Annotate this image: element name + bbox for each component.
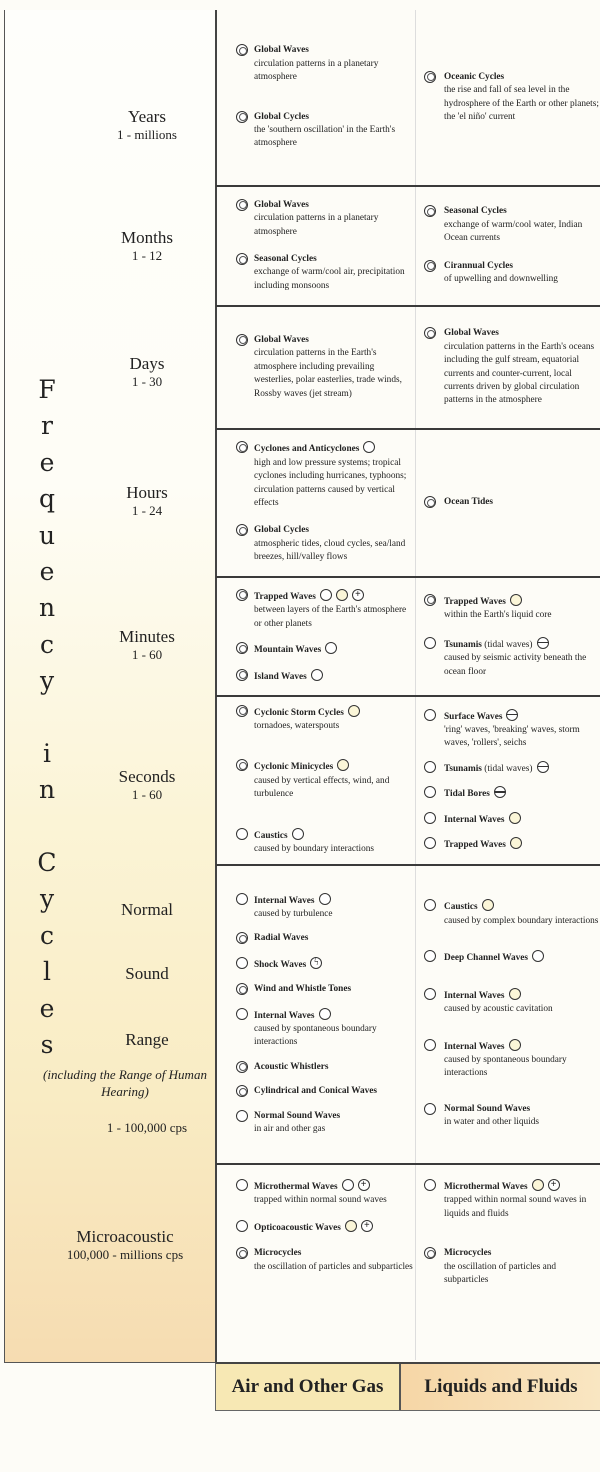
vertical-title-letter: [31, 700, 63, 736]
circle-icon: [342, 1179, 354, 1191]
circle-icon: [424, 988, 436, 1000]
shaded-circle-icon: [345, 1220, 357, 1232]
gas-cell: [216, 187, 416, 305]
double-circle-icon: [236, 759, 248, 771]
wave-entry: [216, 1061, 415, 1074]
wave-title: Internal Waves: [444, 990, 505, 1001]
vertical-title-letter: i: [43, 738, 51, 768]
wave-entry: [216, 828, 415, 857]
wave-entry: [416, 327, 600, 407]
double-circle-icon: [236, 524, 248, 536]
wave-description: tornadoes, waterspouts: [254, 720, 340, 731]
gas-cell: [216, 307, 416, 428]
frequency-row: [216, 430, 600, 578]
gas-cell: [216, 10, 416, 185]
vertical-title-letter: C: [37, 848, 57, 878]
wave-description: between layers of the Earth's atmosphere or other planets: [254, 605, 407, 629]
wave-title: Global Waves: [254, 334, 309, 345]
wave-description: caused by spontaneous boundary interactions: [254, 1024, 377, 1048]
wave-description: caused by acoustic cavitation: [444, 1004, 553, 1015]
gas-cell: [216, 578, 416, 695]
frequency-name: Seconds: [118, 767, 176, 786]
frequency-row: [216, 187, 600, 307]
circle-icon: [236, 893, 248, 905]
wave-description: high and low pressure systems; tropical cyclones including hurricanes, typhoons; circulation patterns caused by vertical effects: [254, 457, 407, 508]
wave-title: Trapped Waves: [444, 840, 506, 851]
double-circle-icon: [236, 1085, 248, 1097]
wave-entry: [216, 1179, 415, 1208]
vertical-title-letter: [31, 809, 63, 845]
liquid-cell: [416, 307, 600, 428]
wave-description: of upwelling and downwelling: [444, 274, 558, 285]
vertical-title-letter: y: [39, 666, 55, 696]
liquid-cell: [416, 10, 600, 185]
circle-icon: [424, 1103, 436, 1115]
wave-title: Microcycles: [444, 1248, 492, 1259]
vertical-title-letter: l: [43, 957, 51, 987]
wave-entry: [216, 1247, 415, 1274]
frequency-label-microacoustic: [35, 1227, 215, 1263]
wave-entry: [416, 496, 600, 509]
wave-title: Cyclones and Anticyclones: [254, 444, 360, 455]
wave-title: Cyclonic Storm Cycles: [254, 707, 344, 718]
wave-entry: [416, 1179, 600, 1221]
wave-title: Internal Waves: [254, 1010, 315, 1021]
double-circle-icon: [236, 589, 248, 601]
vertical-title-letter: e: [39, 993, 55, 1023]
frequency-name: Days: [129, 354, 165, 373]
wave-title: Caustics: [444, 902, 478, 913]
circle-icon: [424, 1039, 436, 1051]
circle-icon: [236, 1008, 248, 1020]
circle-icon: [424, 1179, 436, 1191]
shaded-circle-icon: [532, 1179, 544, 1191]
vertical-title-letter: e: [39, 556, 55, 586]
frequency-label-minutes: [85, 627, 209, 663]
wave-title: Wind and Whistle Tones: [254, 984, 352, 995]
wave-entry: [416, 594, 600, 623]
double-circle-icon: [236, 983, 248, 995]
wave-title: Ocean Tides: [444, 497, 493, 508]
wave-entry: [416, 837, 600, 852]
plus-circle-icon: [361, 1220, 373, 1232]
circle-icon: [319, 893, 331, 905]
wave-title: Radial Waves: [254, 933, 309, 944]
wave-title: Trapped Waves: [254, 591, 316, 602]
wave-description: in water and other liquids: [444, 1117, 540, 1128]
circle-icon: [424, 709, 436, 721]
wave-title: Seasonal Cycles: [444, 206, 507, 217]
minus-circle-icon: [537, 637, 549, 649]
wave-entry: [416, 761, 600, 776]
liquid-cell: [416, 697, 600, 864]
wave-description: caused by vertical effects, wind, and turbulence: [254, 775, 390, 800]
wave-title: Microthermal Waves: [444, 1182, 528, 1192]
wave-title: Surface Waves: [444, 711, 503, 722]
shaded-circle-icon: [348, 705, 360, 717]
wave-description: caused by complex boundary interactions: [444, 915, 599, 926]
frequency-column: [4, 10, 217, 1363]
minus-circle-icon: [537, 761, 549, 773]
wave-entry: [216, 111, 415, 151]
frequency-row: [216, 697, 600, 866]
circle-icon: [424, 899, 436, 911]
gas-cell: [216, 430, 416, 576]
double-circle-icon: [424, 205, 436, 217]
double-circle-icon: [236, 932, 248, 944]
circle-icon: [292, 828, 304, 840]
wave-title: Microthermal Waves: [254, 1182, 338, 1192]
shaded-circle-icon: [509, 812, 521, 824]
frequency-label-years: [85, 107, 209, 143]
wave-title: Tsunamis: [444, 763, 482, 774]
circle-icon: [424, 837, 436, 849]
wave-entry: [416, 709, 600, 751]
wave-title: Shock Waves: [254, 959, 307, 970]
plus-circle-icon: [352, 589, 364, 601]
wave-description: the oscillation of particles and subparticles: [254, 1261, 413, 1272]
vertical-title-letter: u: [38, 520, 56, 550]
wave-entry: [216, 932, 415, 945]
frequency-range-text: 1 - 100,000 cps: [106, 1120, 188, 1135]
wave-entry: [416, 637, 600, 679]
medium-header-row: [215, 1362, 600, 1411]
frequency-range: 100,000 - millions cps: [66, 1247, 184, 1262]
wave-description: exchange of warm/cool air, precipitation including monsoons: [254, 267, 405, 291]
vertical-title-letter: e: [39, 447, 55, 477]
plus-circle-icon: [548, 1179, 560, 1191]
wave-entry: [216, 669, 415, 684]
wave-description: caused by seismic activity beneath the ocean floor: [444, 653, 587, 677]
wave-entry: [216, 893, 415, 922]
frequency-row: [216, 578, 600, 697]
frequency-label-months: [85, 228, 209, 264]
wave-description: caused by turbulence: [254, 908, 333, 919]
wave-entry: [216, 983, 415, 996]
wave-entry: [216, 253, 415, 293]
shaded-circle-icon: [509, 1039, 521, 1051]
wave-entry: [216, 1085, 415, 1098]
plus-circle-icon: [358, 1179, 370, 1191]
double-circle-icon: [236, 1061, 248, 1073]
wave-entry: [416, 950, 600, 965]
wave-entry: [416, 899, 600, 928]
wave-entry: [416, 812, 600, 827]
frequency-name: Sound: [125, 964, 169, 983]
wave-entry: [216, 957, 415, 972]
circle-icon: [424, 786, 436, 798]
wave-title: Island Waves: [254, 671, 307, 682]
wave-description: 'ring' waves, 'breaking' waves, storm waves, 'rollers', seichs: [444, 724, 580, 749]
wave-entry: [216, 705, 415, 734]
vertical-title-letter: c: [39, 920, 54, 950]
wave-description: caused by boundary interactions: [254, 844, 375, 855]
circle-icon: [320, 589, 332, 601]
wave-entry: [216, 589, 415, 631]
frequency-label-range: [85, 1030, 209, 1050]
circle-icon: [236, 1220, 248, 1232]
wave-entry: [216, 1110, 415, 1137]
wave-title: Normal Sound Waves: [444, 1103, 531, 1114]
wave-title: Trapped Waves: [444, 596, 506, 607]
frequency-range: 1 - 60: [131, 647, 163, 662]
wave-entry: [416, 205, 600, 245]
wave-title: Global Cycles: [254, 111, 310, 122]
wave-entry: [216, 441, 415, 510]
circle-icon: [311, 669, 323, 681]
double-circle-icon: [424, 496, 436, 508]
gas-cell: [216, 1165, 416, 1360]
frequency-range: 1 - 24: [131, 503, 163, 518]
liquid-cell: [416, 578, 600, 695]
double-circle-icon: [236, 642, 248, 654]
wave-description: the rise and fall of sea level in the hydrosphere of the Earth or other planets; the 'el niño' current: [444, 85, 599, 122]
shaded-circle-icon: [337, 759, 349, 771]
shaded-circle-icon: [510, 594, 522, 606]
frequency-name: Microacoustic: [76, 1227, 174, 1246]
wave-title: Global Waves: [444, 328, 499, 339]
circle-icon: [424, 637, 436, 649]
frequency-row: [216, 1165, 600, 1360]
frequency-range: [85, 1120, 209, 1136]
wave-title: Opticoacoustic Waves: [254, 1222, 341, 1233]
double-circle-icon: [424, 327, 436, 339]
vertical-title-letter: n: [38, 593, 56, 623]
double-circle-icon: [236, 705, 248, 717]
circle-icon: [424, 761, 436, 773]
wave-description: circulation patterns in a planetary atmosphere: [254, 213, 379, 237]
wave-entry: [216, 759, 415, 801]
circle-icon: [319, 1008, 331, 1020]
wave-entry: [416, 1247, 600, 1287]
circle-icon: [236, 957, 248, 969]
wave-entry: [416, 71, 600, 125]
wave-title: Internal Waves: [254, 895, 315, 906]
frequency-name: Years: [128, 107, 166, 126]
wave-title: Normal Sound Waves: [254, 1110, 341, 1121]
wave-title: Mountain Waves: [254, 645, 322, 656]
frequency-range: 1 - 30: [131, 374, 163, 389]
minus-circle-icon: [494, 786, 506, 798]
wave-description: circulation patterns in the Earth's oceans including the gulf stream, equatorial currents and counter-current, local currents driven by global circulation patterns in the atmosphere: [444, 341, 595, 406]
frequency-range: 1 - millions: [117, 127, 177, 142]
wave-title: Deep Channel Waves: [444, 953, 529, 964]
gas-cell: [216, 866, 416, 1163]
wave-title: Global Cycles: [254, 525, 310, 536]
liquid-cell: [416, 187, 600, 305]
wave-entry: [416, 260, 600, 287]
circle-icon: [532, 950, 544, 962]
circle-icon: [424, 950, 436, 962]
frequency-name: Range: [125, 1030, 169, 1049]
vertical-title-frequency-in-cycles: [31, 372, 63, 1063]
wave-description: exchange of warm/cool water, Indian Ocean currents: [444, 219, 583, 244]
wave-description: circulation patterns in a planetary atmosphere: [254, 58, 379, 83]
hearing-range-note: (including the Range of Human Hearing): [43, 1067, 207, 1099]
frequency-row: [216, 10, 600, 187]
frequency-row: [216, 307, 600, 430]
column-header-liquids-and-fluids: Liquids and Fluids: [401, 1364, 600, 1410]
wave-entry: [216, 44, 415, 84]
lightning-circle-icon: [310, 957, 322, 969]
vertical-title-letter: F: [38, 375, 56, 404]
shaded-circle-icon: [510, 837, 522, 849]
wave-title: Tsunamis: [444, 639, 482, 650]
wave-entry: [416, 1103, 600, 1130]
wave-title: Acoustic Whistlers: [254, 1061, 329, 1072]
vertical-title-letter: r: [41, 411, 53, 441]
wave-entry: [216, 1008, 415, 1050]
circle-icon: [236, 828, 248, 840]
wave-description: the 'southern oscillation' in the Earth's atmosphere: [254, 124, 396, 149]
wave-description: trapped within normal sound waves in liquids and fluids: [444, 1195, 587, 1219]
wave-title: Oceanic Cycles: [444, 71, 505, 82]
frequency-label-seconds: [85, 767, 209, 803]
wave-description: atmospheric tides, cloud cycles, sea/land breezes, hill/valley flows: [254, 538, 406, 563]
wave-entry: [216, 1220, 415, 1235]
liquid-cell: [416, 866, 600, 1163]
minus-circle-icon: [506, 709, 518, 721]
wave-title: Caustics: [254, 830, 288, 841]
wave-type-grid: [216, 10, 600, 1362]
double-circle-icon: [424, 71, 436, 83]
shaded-circle-icon: [482, 899, 494, 911]
double-circle-icon: [424, 594, 436, 606]
wave-title: Microcycles: [254, 1248, 302, 1259]
circle-icon: [424, 812, 436, 824]
frequency-range: 1 - 12: [131, 248, 163, 263]
double-circle-icon: [236, 669, 248, 681]
double-circle-icon: [236, 1247, 248, 1259]
wave-description: within the Earth's liquid core: [444, 610, 552, 621]
double-circle-icon: [236, 44, 248, 56]
vertical-title-letter: y: [39, 884, 55, 914]
frequency-name: Hours: [126, 483, 168, 502]
double-circle-icon: [236, 334, 248, 346]
circle-icon: [236, 1110, 248, 1122]
frequency-name: Minutes: [119, 627, 175, 646]
wave-entry: [216, 642, 415, 657]
wave-title: Internal Waves: [444, 1041, 505, 1052]
wave-title: Global Waves: [254, 45, 309, 56]
double-circle-icon: [424, 260, 436, 272]
double-circle-icon: [424, 1247, 436, 1259]
wave-entry: [216, 199, 415, 239]
wave-title: Internal Waves: [444, 814, 505, 825]
column-header-air-and-other-gas: Air and Other Gas: [216, 1364, 401, 1410]
frequency-range: 1 - 60: [131, 787, 163, 802]
wave-entry: [416, 1039, 600, 1081]
wave-entry: [216, 524, 415, 564]
shaded-circle-icon: [509, 988, 521, 1000]
frequency-label-normal: [85, 900, 209, 920]
frequency-label-hours: [85, 483, 209, 519]
vertical-title-letter: c: [39, 629, 54, 659]
wave-description: the oscillation of particles and subparticles: [444, 1261, 557, 1286]
wave-description: in air and other gas: [254, 1124, 326, 1135]
frequency-label-days: [85, 354, 209, 390]
wave-title: Cyclonic Minicycles: [254, 762, 334, 773]
wave-title: Tidal Bores: [444, 789, 490, 800]
frequency-name: Months: [121, 228, 173, 247]
double-circle-icon: [236, 111, 248, 123]
liquid-cell: [416, 430, 600, 576]
wave-entry: [416, 988, 600, 1017]
wave-entry: [416, 786, 600, 801]
double-circle-icon: [236, 253, 248, 265]
vertical-title-letter: q: [38, 484, 55, 514]
wave-title-note: (tidal waves): [484, 763, 533, 774]
wave-description: circulation patterns in the Earth's atmosphere including prevailing westerlies, polar easterlies, trade winds, Rossby waves (jet stream): [254, 348, 402, 399]
frequency-label-sound: [85, 964, 209, 984]
liquid-cell: [416, 1165, 600, 1360]
shaded-circle-icon: [336, 589, 348, 601]
vertical-title-letter: s: [40, 1030, 54, 1060]
frequency-row: [216, 866, 600, 1165]
circle-icon: [325, 642, 337, 654]
gas-cell: [216, 697, 416, 864]
circle-icon: [236, 1179, 248, 1191]
frequency-note: [35, 1066, 215, 1100]
wave-entry: [216, 334, 415, 401]
double-circle-icon: [236, 199, 248, 211]
vertical-title-letter: n: [38, 775, 56, 805]
frequency-name: Normal: [121, 900, 173, 919]
wave-description: trapped within normal sound waves: [254, 1195, 387, 1206]
double-circle-icon: [236, 441, 248, 453]
circle-icon: [363, 441, 375, 453]
wave-title: Seasonal Cycles: [254, 254, 317, 264]
wave-title: Cylindrical and Conical Waves: [254, 1086, 378, 1097]
wave-description: caused by spontaneous boundary interactions: [444, 1054, 567, 1079]
wave-title: Cirannual Cycles: [444, 260, 513, 271]
wave-title-note: (tidal waves): [484, 639, 533, 650]
wave-title: Global Waves: [254, 199, 309, 210]
